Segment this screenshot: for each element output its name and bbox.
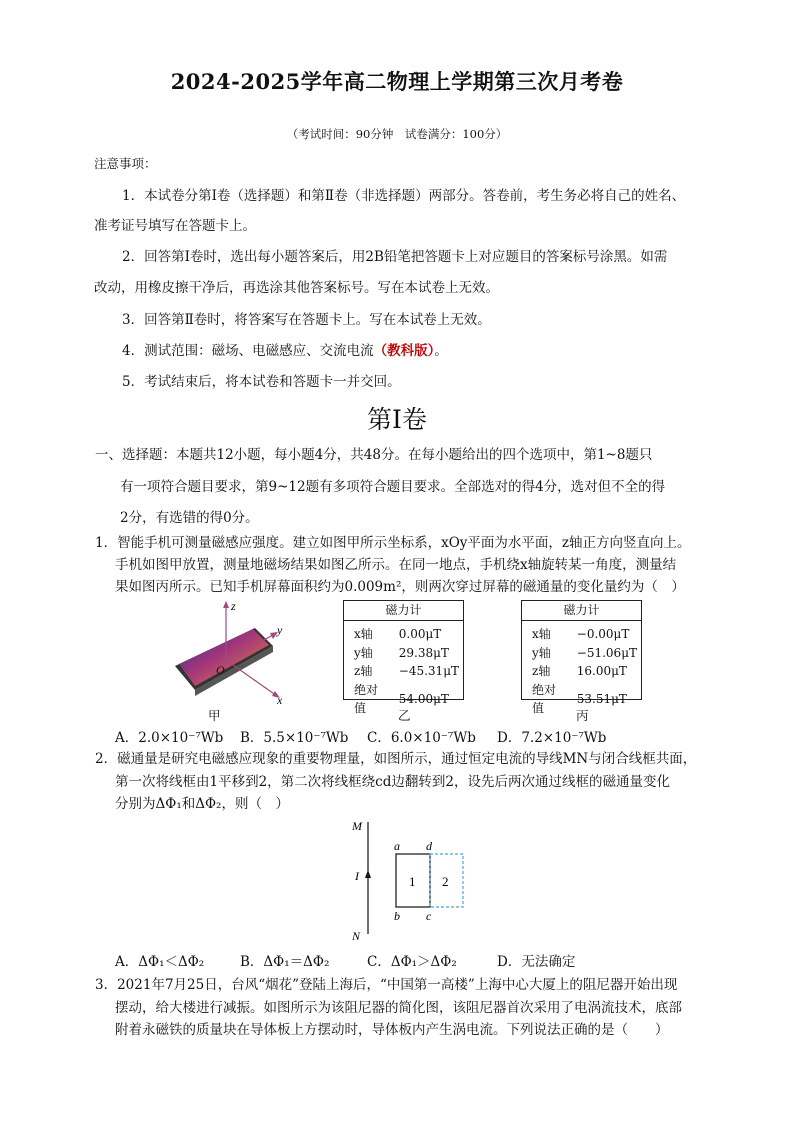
table-row [532,644,641,663]
notice-item-3: 3．回答第Ⅱ卷时，将答案写在答题卡上。写在本试卷上无效。 [122,312,491,328]
axis-z-label: z [231,599,236,613]
meter-value: 16.00μT [576,664,627,678]
meter-key: x轴 [354,627,373,641]
notice-item-2: 2．回答第Ⅰ卷时，选出每小题答案后，用2B铅笔把答题卡上对应题目的答案标号涂黑。如需 [122,249,668,265]
table-row [532,662,641,681]
q2-wire-frame-figure [340,814,480,944]
notice-item-1: 1．本试卷分第Ⅰ卷（选择题）和第Ⅱ卷（非选择题）两部分。答卷前，考生务必将自己的姓名、 [122,188,686,204]
notice-item-1-cont: 准考证号填写在答题卡上。 [94,218,256,234]
caption-bing: 丙 [576,708,589,723]
label-c: c [426,909,432,923]
meter-key: y轴 [532,645,551,660]
q2-stem-1: 2．磁通量是研究电磁感应现象的重要物理量，如图所示，通过恒定电流的导线MN与闭合线框共面， [95,751,697,767]
edition-tag: （教科版） [373,343,435,359]
q3-stem-3: 附着永磁铁的质量块在导体板上方摆动时，导体板内产生涡电流。下列说法正确的是（ ） [115,1022,669,1038]
q2-option-b: B．ΔΦ₁＝ΔΦ₂ [240,954,330,970]
q2-option-d: D．无法确定 [497,954,576,970]
magnetometer-bing-table [532,625,641,718]
table-row [532,625,641,644]
label-d: d [426,839,432,853]
meter-key: 绝对值 [354,682,379,715]
notice-item-4-end: 。 [434,343,448,359]
table-row [354,625,463,644]
magnetometer-bing [521,600,642,715]
q1-option-b: B．5.5×10⁻⁷Wb [240,730,349,746]
table-row [354,644,463,663]
q1-stem-2: 手机如图甲放置，测量地磁场结果如图乙所示。在同一地点，手机绕x轴旋转某一角度，测量结 [115,557,677,573]
notice-item-2-cont: 改动，用橡皮擦干净后，再选涂其他答案标号。写在本试卷上无效。 [94,280,499,296]
q2-stem-3: 分别为ΔΦ₁和ΔΦ₂，则（ ） [115,796,289,812]
magnetometer-yi-title: 磁力计 [344,601,463,621]
notice-item-4-text: 4．测试范围：磁场、电磁感应、交流电流 [122,343,374,359]
meter-key: y轴 [354,645,373,660]
meter-value: 0.00μT [398,627,442,641]
magnetometer-bing-title: 磁力计 [522,601,641,621]
meter-key: z轴 [354,664,373,678]
meter-key: x轴 [532,627,551,641]
meter-value: −45.31μT [398,664,459,678]
origin-label: O [216,663,225,677]
caption-jia: 甲 [208,708,221,723]
page-title: 2024-2025学年高二物理上学期第三次月考卷 [170,69,624,94]
q2-option-a: A．ΔΦ₁＜ΔΦ₂ [115,954,205,970]
meter-value: −51.06μT [576,645,637,660]
meter-value: 29.38μT [398,645,449,660]
section-title: 第Ⅰ卷 [367,405,427,434]
notice-item-4 [122,341,448,361]
label-a: a [394,839,400,853]
q1-phone-figure [165,598,305,708]
caption-yi: 乙 [398,708,411,723]
q3-stem-1: 3．2021年7月25日，台风“烟花”登陆上海后，“中国第一高楼”上海中心大厦上的阻尼器开始出现 [95,977,678,993]
table-row [354,662,463,681]
axis-x-label: x [277,693,283,707]
label-m: M [352,819,362,833]
instructions-line-1: 一、选择题：本题共12小题，每小题4分，共48分。在每小题给出的四个选项中，第1~8题只 [95,447,653,463]
q1-option-a: A．2.0×10⁻⁷Wb [115,730,224,746]
meter-value: −0.00μT [576,627,630,641]
meter-value: 53.51μT [576,691,627,706]
q1-stem-3: 果如图丙所示。已知手机屏幕面积约为0.009m²，则两次穿过屏幕的磁通量的变化量约为（ ） [115,579,685,595]
meter-value: 54.00μT [398,691,449,706]
label-b: b [394,909,400,923]
meter-key: 绝对值 [532,682,557,715]
q1-option-c: C．6.0×10⁻⁷Wb [367,730,476,746]
meter-key: z轴 [532,664,551,678]
q1-option-d: D．7.2×10⁻⁷Wb [497,730,607,746]
q2-stem-2: 第一次将线框由1平移到2，第二次将线框绕cd边翻转到2，设先后两次通过线框的磁通量变化 [115,774,670,790]
magnetometer-yi [343,600,464,715]
label-i: I [355,869,359,883]
axis-y-label: y [277,623,283,637]
notice-item-5: 5．考试结束后，将本试卷和答题卡一并交回。 [122,374,401,390]
phone-icon [175,628,273,696]
q3-stem-2: 摆动，给大楼进行减振。如图所示为该阻尼器的简化图，该阻尼器首次采用了电涡流技术，底部 [115,1000,682,1016]
label-n: N [352,929,361,943]
q1-stem-1: 1．智能手机可测量磁感应强度。建立如图甲所示坐标系，xOy平面为水平面，z轴正方向竖直向上。 [95,535,691,551]
instructions-line-2: 有一项符合题目要求，第9~12题有多项符合题目要求。全部选对的得4分，选对但不全的得 [120,479,666,495]
q2-option-c: C．ΔΦ₁＞ΔΦ₂ [367,954,457,970]
instructions-line-3: 2分，有选错的得0分。 [120,510,259,526]
region-2-label: 2 [442,874,449,889]
region-1-label: 1 [409,874,416,889]
magnetometer-yi-table [354,625,463,718]
notice-heading: 注意事项： [94,156,157,171]
exam-info: （考试时间：90分钟 试卷满分：100分） [286,127,508,141]
